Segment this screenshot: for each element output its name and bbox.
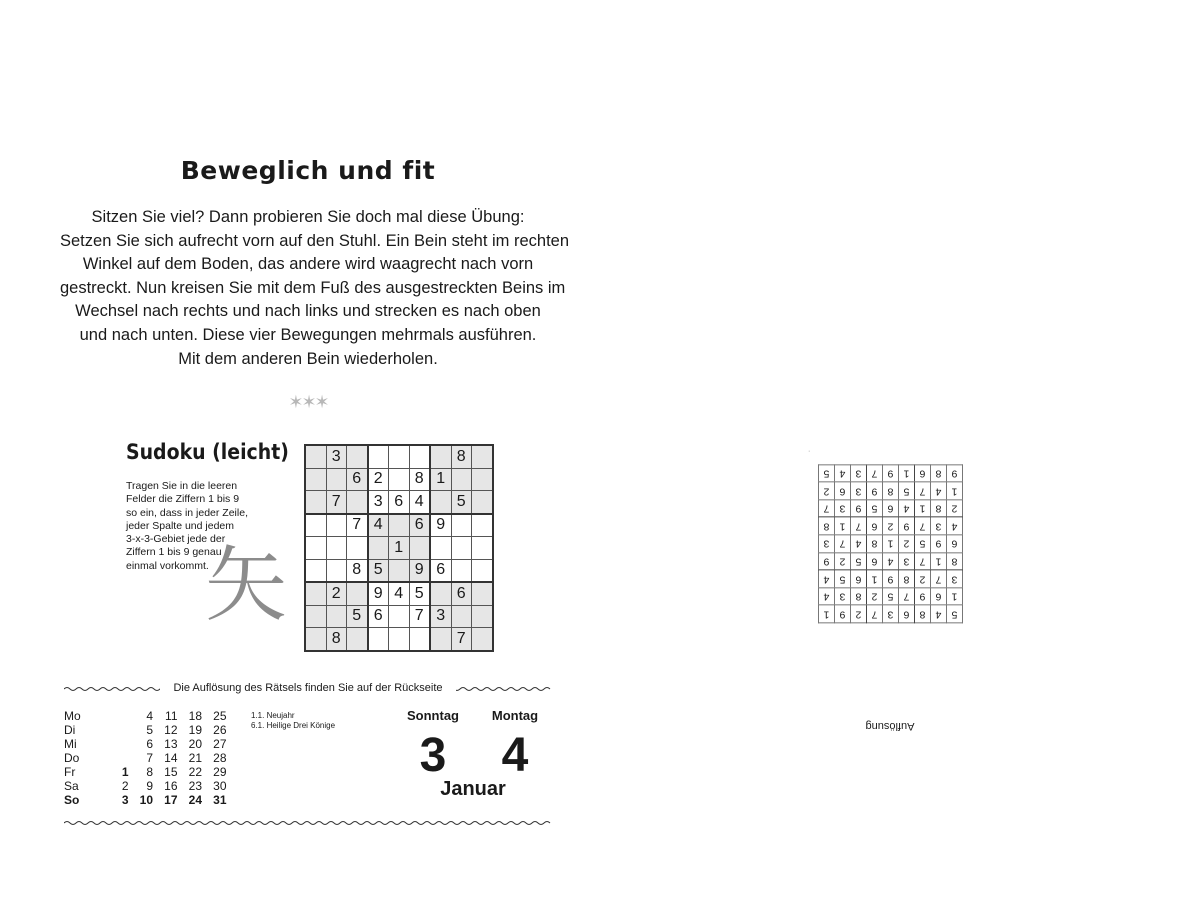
grid-cell — [451, 468, 472, 491]
grid-row — [305, 559, 493, 582]
grid-cell: 7 — [835, 535, 851, 553]
grid-row — [819, 605, 963, 623]
grid-cell: 6 — [883, 500, 899, 518]
grid-cell: 1 — [883, 535, 899, 553]
grid-cell: 9 — [915, 588, 931, 606]
grid-cell: 3 — [899, 552, 915, 570]
grid-cell — [326, 605, 347, 628]
calendar-date — [104, 737, 129, 751]
grid-cell — [305, 628, 326, 651]
grid-cell — [347, 582, 368, 605]
grid-cell: 2 — [835, 552, 851, 570]
grid-cell: 6 — [430, 559, 451, 582]
grid-cell: 9 — [883, 570, 899, 588]
grid-cell — [305, 559, 326, 582]
grid-cell: 7 — [851, 517, 867, 535]
calendar-row — [64, 709, 227, 723]
grid-cell: 1 — [915, 500, 931, 518]
grid-cell: 5 — [915, 535, 931, 553]
grid-cell: 7 — [931, 570, 947, 588]
grid-cell: 7 — [326, 491, 347, 514]
grid-cell — [472, 514, 493, 537]
weekday-label: Do — [64, 751, 80, 765]
grid-cell: 2 — [326, 582, 347, 605]
grid-cell: 4 — [931, 605, 947, 623]
calendar-date — [104, 723, 129, 737]
grid-cell: 6 — [867, 517, 883, 535]
calendar-date: 6 — [146, 737, 153, 751]
grid-cell: 7 — [867, 605, 883, 623]
grid-cell — [430, 491, 451, 514]
grid-cell: 8 — [915, 605, 931, 623]
grid-cell — [368, 537, 389, 560]
grid-row — [305, 468, 493, 491]
grid-cell: 6 — [835, 482, 851, 500]
grid-cell: 3 — [430, 605, 451, 628]
grid-cell: 8 — [851, 588, 867, 606]
grid-cell: 9 — [409, 559, 430, 582]
weekday-label: Fr — [64, 765, 76, 779]
grid-cell — [347, 537, 368, 560]
calendar-date: 7 — [146, 751, 153, 765]
grid-cell — [472, 491, 493, 514]
grid-cell — [326, 514, 347, 537]
grid-cell — [389, 605, 410, 628]
grid-cell — [389, 468, 410, 491]
grid-cell — [389, 559, 410, 582]
calendar-date — [104, 751, 129, 765]
grid-cell — [389, 445, 410, 468]
grid-cell: 6 — [899, 605, 915, 623]
grid-cell — [347, 491, 368, 514]
grid-cell: 7 — [915, 517, 931, 535]
grid-cell: 9 — [947, 465, 963, 483]
grid-cell — [451, 559, 472, 582]
month-calendar — [64, 709, 227, 807]
grid-cell — [472, 468, 493, 491]
instruction-line: Tragen Sie in die leeren — [126, 480, 238, 492]
calendar-date: 13 — [164, 737, 178, 751]
grid-cell: 4 — [851, 535, 867, 553]
grid-cell: 3 — [368, 491, 389, 514]
holiday-list — [251, 711, 335, 731]
grid-cell — [430, 582, 451, 605]
grid-row — [819, 588, 963, 606]
grid-cell: 9 — [931, 535, 947, 553]
grid-cell: 9 — [883, 465, 899, 483]
solution-label: Auflösung — [865, 720, 915, 732]
grid-cell: 8 — [931, 465, 947, 483]
grid-cell: 1 — [947, 588, 963, 606]
grid-cell — [472, 582, 493, 605]
grid-cell: 8 — [867, 535, 883, 553]
grid-cell: 6 — [347, 468, 368, 491]
solution-hint: Die Auflösung des Rätsels finden Sie auf der Rückseite — [160, 682, 456, 694]
grid-cell: 3 — [851, 482, 867, 500]
grid-cell: 9 — [368, 582, 389, 605]
article-line: Sitzen Sie viel? Dann probieren Sie doch mal diese Übung: — [91, 208, 525, 226]
grid-cell: 4 — [368, 514, 389, 537]
grid-cell: 1 — [819, 605, 835, 623]
grid-cell: 8 — [451, 445, 472, 468]
calendar-date: 30 — [213, 779, 227, 793]
grid-cell: 1 — [835, 517, 851, 535]
grid-cell: 7 — [867, 465, 883, 483]
calendar-date — [104, 709, 129, 723]
grid-row — [819, 552, 963, 570]
calendar-date: 12 — [164, 723, 178, 737]
grid-cell: 4 — [819, 588, 835, 606]
grid-cell: 5 — [835, 570, 851, 588]
grid-cell — [409, 628, 430, 651]
day1-number: 3 — [419, 729, 447, 782]
grid-cell: 3 — [883, 605, 899, 623]
grid-cell: 7 — [915, 552, 931, 570]
article-line: und nach unten. Diese vier Bewegungen mehrmals ausführen. — [79, 325, 537, 344]
grid-cell: 7 — [451, 628, 472, 651]
grid-cell: 8 — [819, 517, 835, 535]
article-line: Winkel auf dem Boden, das andere wird waagrecht nach vorn — [82, 255, 534, 274]
weekday-label: Mo — [64, 709, 81, 723]
grid-cell: 9 — [819, 552, 835, 570]
calendar-date: 22 — [188, 765, 202, 779]
grid-cell: 1 — [867, 570, 883, 588]
grid-cell: 9 — [899, 517, 915, 535]
grid-row — [819, 535, 963, 553]
grid-cell — [472, 605, 493, 628]
grid-cell: 2 — [867, 588, 883, 606]
calendar-row — [64, 793, 227, 807]
calendar-date: 8 — [146, 765, 153, 779]
grid-cell — [430, 445, 451, 468]
instruction-line: einmal vorkommt. — [126, 559, 209, 572]
grid-cell — [430, 628, 451, 651]
separator-stars: ✶✶✶ — [288, 392, 328, 412]
grid-cell: 5 — [947, 605, 963, 623]
calendar-date: 26 — [213, 723, 227, 737]
calendar-date: 11 — [165, 709, 178, 723]
grid-cell — [305, 468, 326, 491]
calendar-date: 19 — [188, 723, 202, 737]
day2-name: Montag — [491, 708, 539, 723]
grid-cell — [409, 445, 430, 468]
grid-cell: 2 — [368, 468, 389, 491]
grid-cell: 7 — [819, 500, 835, 518]
article-text — [60, 206, 570, 371]
grid-cell: 4 — [835, 465, 851, 483]
grid-cell: 5 — [867, 500, 883, 518]
grid-cell: 6 — [867, 552, 883, 570]
grid-cell: 6 — [368, 605, 389, 628]
grid-cell: 9 — [430, 514, 451, 537]
calendar-row — [64, 723, 227, 737]
grid-cell: 5 — [851, 552, 867, 570]
instruction-line: so ein, dass in jeder Zeile, — [126, 506, 248, 519]
grid-row — [305, 605, 493, 628]
grid-cell: 3 — [835, 500, 851, 518]
grid-row — [305, 491, 493, 514]
wavy-divider-bottom — [64, 819, 552, 827]
grid-cell: 3 — [819, 535, 835, 553]
weekday-label: Mi — [64, 737, 77, 751]
grid-cell: 2 — [819, 482, 835, 500]
grid-cell: 5 — [899, 482, 915, 500]
grid-row — [305, 582, 493, 605]
calendar-date: 17 — [164, 793, 178, 807]
page-title: Beweglich und fit — [180, 156, 436, 185]
calendar-date: 1 — [121, 765, 129, 779]
grid-row — [305, 445, 493, 468]
grid-row — [305, 628, 493, 651]
grid-cell: 8 — [347, 559, 368, 582]
grid-cell: 5 — [409, 582, 430, 605]
grid-cell: 6 — [931, 588, 947, 606]
article-line: gestreckt. Nun kreisen Sie mit dem Fuß des ausgestreckten Beins im — [60, 278, 566, 297]
grid-cell: 4 — [947, 517, 963, 535]
grid-cell: 2 — [915, 570, 931, 588]
grid-cell: 4 — [883, 552, 899, 570]
grid-cell: 9 — [851, 500, 867, 518]
grid-cell — [305, 491, 326, 514]
grid-cell: 5 — [347, 605, 368, 628]
grid-cell: 8 — [409, 468, 430, 491]
grid-cell: 4 — [409, 491, 430, 514]
grid-cell: 2 — [851, 605, 867, 623]
grid-cell: 3 — [947, 570, 963, 588]
grid-cell: 3 — [931, 517, 947, 535]
grid-cell: 1 — [430, 468, 451, 491]
grid-cell: 4 — [899, 500, 915, 518]
grid-cell — [472, 628, 493, 651]
print-speck: · — [808, 448, 811, 455]
grid-cell: 8 — [326, 628, 347, 651]
grid-cell: 8 — [931, 500, 947, 518]
calendar-date: 14 — [164, 751, 178, 765]
grid-cell: 9 — [867, 482, 883, 500]
month-name: Januar — [440, 778, 506, 800]
instruction-line: Felder die Ziffern 1 bis 9 — [126, 493, 240, 506]
weekday-label: So — [64, 793, 80, 807]
grid-cell: 2 — [883, 517, 899, 535]
grid-row — [819, 482, 963, 500]
grid-cell: 5 — [883, 588, 899, 606]
sudoku-title: Sudoku (leicht) — [126, 440, 289, 464]
kanji-decoration: 矢 — [205, 538, 288, 633]
grid-cell — [368, 628, 389, 651]
grid-cell: 4 — [389, 582, 410, 605]
grid-cell: 3 — [835, 588, 851, 606]
calendar-date: 4 — [146, 709, 153, 723]
grid-cell — [305, 537, 326, 560]
grid-cell — [472, 445, 493, 468]
day2-number: 4 — [501, 729, 529, 782]
calendar-date: 9 — [146, 779, 153, 793]
grid-cell: 1 — [899, 465, 915, 483]
calendar-date: 16 — [164, 779, 178, 793]
calendar-date: 31 — [213, 793, 227, 807]
grid-cell: 7 — [899, 588, 915, 606]
calendar-date: 5 — [146, 723, 153, 737]
calendar-row — [64, 737, 227, 751]
grid-cell: 1 — [931, 552, 947, 570]
grid-cell — [451, 537, 472, 560]
calendar-date: 15 — [164, 765, 178, 779]
grid-cell: 3 — [851, 465, 867, 483]
grid-cell: 6 — [409, 514, 430, 537]
grid-cell — [409, 537, 430, 560]
calendar-date: 18 — [188, 709, 202, 723]
grid-cell: 1 — [389, 537, 410, 560]
grid-cell — [347, 628, 368, 651]
grid-cell — [472, 559, 493, 582]
grid-cell: 5 — [368, 559, 389, 582]
grid-cell: 8 — [899, 570, 915, 588]
calendar-date: 25 — [213, 709, 227, 723]
grid-cell: 8 — [947, 552, 963, 570]
grid-row — [819, 570, 963, 588]
calendar-date: 29 — [213, 765, 227, 779]
calendar-date: 3 — [121, 793, 129, 807]
holiday-item: 1.1. Neujahr — [251, 711, 295, 720]
grid-cell — [326, 468, 347, 491]
grid-cell — [389, 514, 410, 537]
calendar-date: 21 — [188, 751, 202, 765]
grid-row — [305, 537, 493, 560]
grid-cell — [326, 537, 347, 560]
instruction-line: jeder Spalte und jedem — [126, 519, 234, 532]
calendar-date: 28 — [213, 751, 227, 765]
calendar-date: 24 — [188, 793, 202, 807]
grid-cell — [326, 559, 347, 582]
sudoku-grid — [304, 444, 494, 652]
grid-cell: 7 — [409, 605, 430, 628]
weekday-label: Sa — [64, 779, 79, 793]
grid-cell — [472, 537, 493, 560]
calendar-date: 23 — [188, 779, 202, 793]
grid-cell: 6 — [851, 570, 867, 588]
holiday-item: 6.1. Heilige Drei Könige — [251, 721, 336, 730]
grid-cell — [368, 445, 389, 468]
grid-cell — [451, 514, 472, 537]
calendar-date: 20 — [188, 737, 202, 751]
grid-cell — [305, 605, 326, 628]
grid-cell — [451, 605, 472, 628]
article-line: Mit dem anderen Bein wiederholen. — [178, 349, 438, 368]
weekday-label: Di — [64, 723, 76, 737]
grid-cell — [389, 628, 410, 651]
grid-cell: 7 — [915, 482, 931, 500]
grid-cell: 4 — [931, 482, 947, 500]
grid-row — [819, 517, 963, 535]
calendar-date: 10 — [139, 793, 153, 807]
grid-cell — [305, 514, 326, 537]
grid-cell: 9 — [835, 605, 851, 623]
calendar-row — [64, 751, 227, 765]
grid-cell: 1 — [947, 482, 963, 500]
grid-cell: 6 — [915, 465, 931, 483]
article-line: Setzen Sie sich aufrecht vorn auf den Stuhl. Ein Bein steht im rechten — [60, 231, 570, 250]
grid-cell: 6 — [389, 491, 410, 514]
grid-cell: 3 — [326, 445, 347, 468]
grid-cell: 4 — [819, 570, 835, 588]
grid-cell: 6 — [451, 582, 472, 605]
grid-cell: 7 — [347, 514, 368, 537]
instruction-line: Ziffern 1 bis 9 genau — [126, 546, 222, 559]
calendar-row — [64, 779, 227, 793]
day1-name: Sonntag — [407, 708, 459, 723]
calendar-date: 2 — [121, 779, 129, 793]
article-line: Wechsel nach rechts und nach links und strecken es nach oben — [75, 302, 541, 321]
calendar-date: 27 — [213, 737, 227, 751]
grid-row — [819, 500, 963, 518]
grid-cell: 5 — [819, 465, 835, 483]
grid-cell: 2 — [899, 535, 915, 553]
solution-grid — [818, 464, 963, 623]
grid-cell: 5 — [451, 491, 472, 514]
grid-cell: 6 — [947, 535, 963, 553]
grid-cell: 8 — [883, 482, 899, 500]
grid-cell — [430, 537, 451, 560]
instruction-line: 3-x-3-Gebiet jede der — [126, 533, 226, 546]
grid-row — [305, 514, 493, 537]
grid-cell — [305, 582, 326, 605]
grid-cell — [347, 445, 368, 468]
grid-cell: 2 — [947, 500, 963, 518]
grid-row — [819, 465, 963, 483]
calendar-row — [64, 765, 227, 779]
grid-cell — [305, 445, 326, 468]
